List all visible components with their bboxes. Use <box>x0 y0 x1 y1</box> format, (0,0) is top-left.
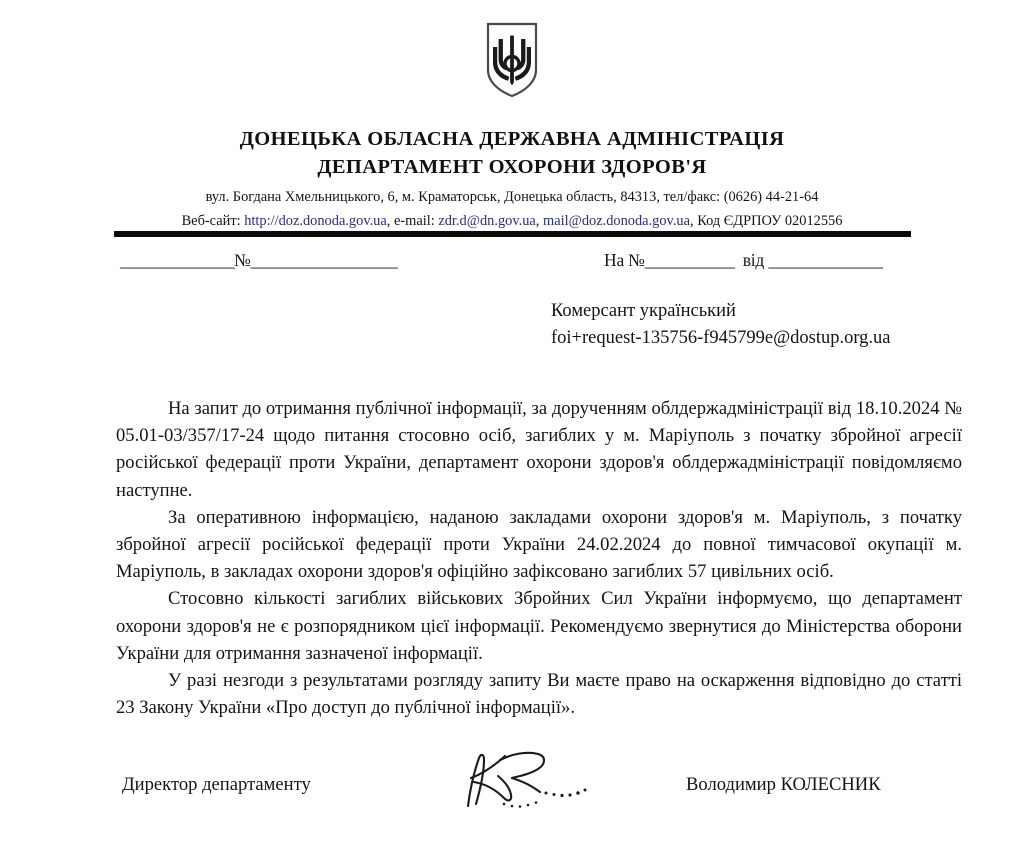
letter-body <box>116 395 962 721</box>
email-link-secondary[interactable]: mail@doz.donoda.gov.ua <box>543 213 690 229</box>
body-paragraph-1: На запит до отримання публічної інформації, за дорученням облдержадміністрації від 18.10.2024 № 05.01-03/357/17-24 щодо питання стосовно осіб, загиблих у м. Маріуполь з початку збройної агресії російської федерації проти України, департамент охорони здоров'я облдержадміністрації повідомляємо наступне. <box>116 398 962 501</box>
website-label: Веб-сайт: <box>181 213 245 229</box>
postal-address-line: вул. Богдана Хмельницького, 6, м. Краматорськ, Донецька область, 84313, тел/факс: (0626) 44-21-64 <box>205 189 819 205</box>
edrpou-label: , Код ЄДРПОУ <box>690 213 785 229</box>
addressee-block <box>551 298 891 352</box>
header-divider <box>114 231 911 237</box>
email-link-primary[interactable]: zdr.d@dn.gov.ua <box>438 213 536 229</box>
addressee-name: Комерсант український <box>551 301 736 321</box>
body-paragraph-4: У разі незгоди з результатами розгляду запиту Ви маєте право на оскарження відповідно до статті 23 Закону України «Про доступ до публічної інформації». <box>116 670 962 719</box>
edrpou-code: 02012556 <box>784 213 843 229</box>
reference-row <box>114 250 924 280</box>
coat-of-arms-container <box>0 22 1024 103</box>
outgoing-reference-field <box>120 250 397 271</box>
signature-block <box>0 772 1024 812</box>
number-symbol: № <box>234 250 251 270</box>
email-label: , e-mail: <box>386 213 439 229</box>
contact-line <box>0 211 1024 232</box>
website-link[interactable]: http://doz.donoda.gov.ua <box>244 213 387 229</box>
body-paragraph-2: За оперативною інформацією, наданою закладами охорони здоров'я м. Маріуполь, з початку збройної агресії російської федерації проти України 24.02.2024 до повної тимчасової окупації м. Маріуполь, в закладах охорони здоров'я офіційно зафіксовано загиблих 57 цивільних осіб. <box>116 506 962 583</box>
body-paragraph-3: Стосовно кількості загиблих військових Збройних Сил України інформуємо, що департамент охорони здоров'я не є розпорядником цієї інформації. Рекомендуємо звернутися до Міністерства оборони України для отримання зазначеної інформації. <box>116 588 962 664</box>
incoming-date-blank: ______________ <box>768 250 883 270</box>
organization-name-line-2: ДЕПАРТАМЕНТ ОХОРОНИ ЗДОРОВ'Я <box>317 156 707 178</box>
email-separator: , <box>535 213 543 229</box>
handwritten-signature-icon <box>438 748 618 810</box>
incoming-reference-field <box>604 250 882 271</box>
organization-name-line-1: ДОНЕЦЬКА ОБЛАСНА ДЕРЖАВНА АДМІНІСТРАЦІЯ <box>239 128 785 150</box>
ukraine-coat-of-arms-trident-icon <box>485 22 539 98</box>
addressee-email: foi+request-135756-f945799e@dostup.org.ua <box>551 328 891 348</box>
incoming-date-label: від <box>742 250 765 270</box>
signer-position-title: Директор департаменту <box>122 774 311 795</box>
signer-name: Володимир КОЛЕСНИК <box>686 774 881 795</box>
letterhead <box>0 126 1024 232</box>
incoming-number-label: На № <box>604 250 645 270</box>
incoming-number-blank: ___________ <box>644 250 735 270</box>
outgoing-number-blank: __________________ <box>250 250 398 270</box>
outgoing-date-blank: ______________ <box>120 250 235 270</box>
